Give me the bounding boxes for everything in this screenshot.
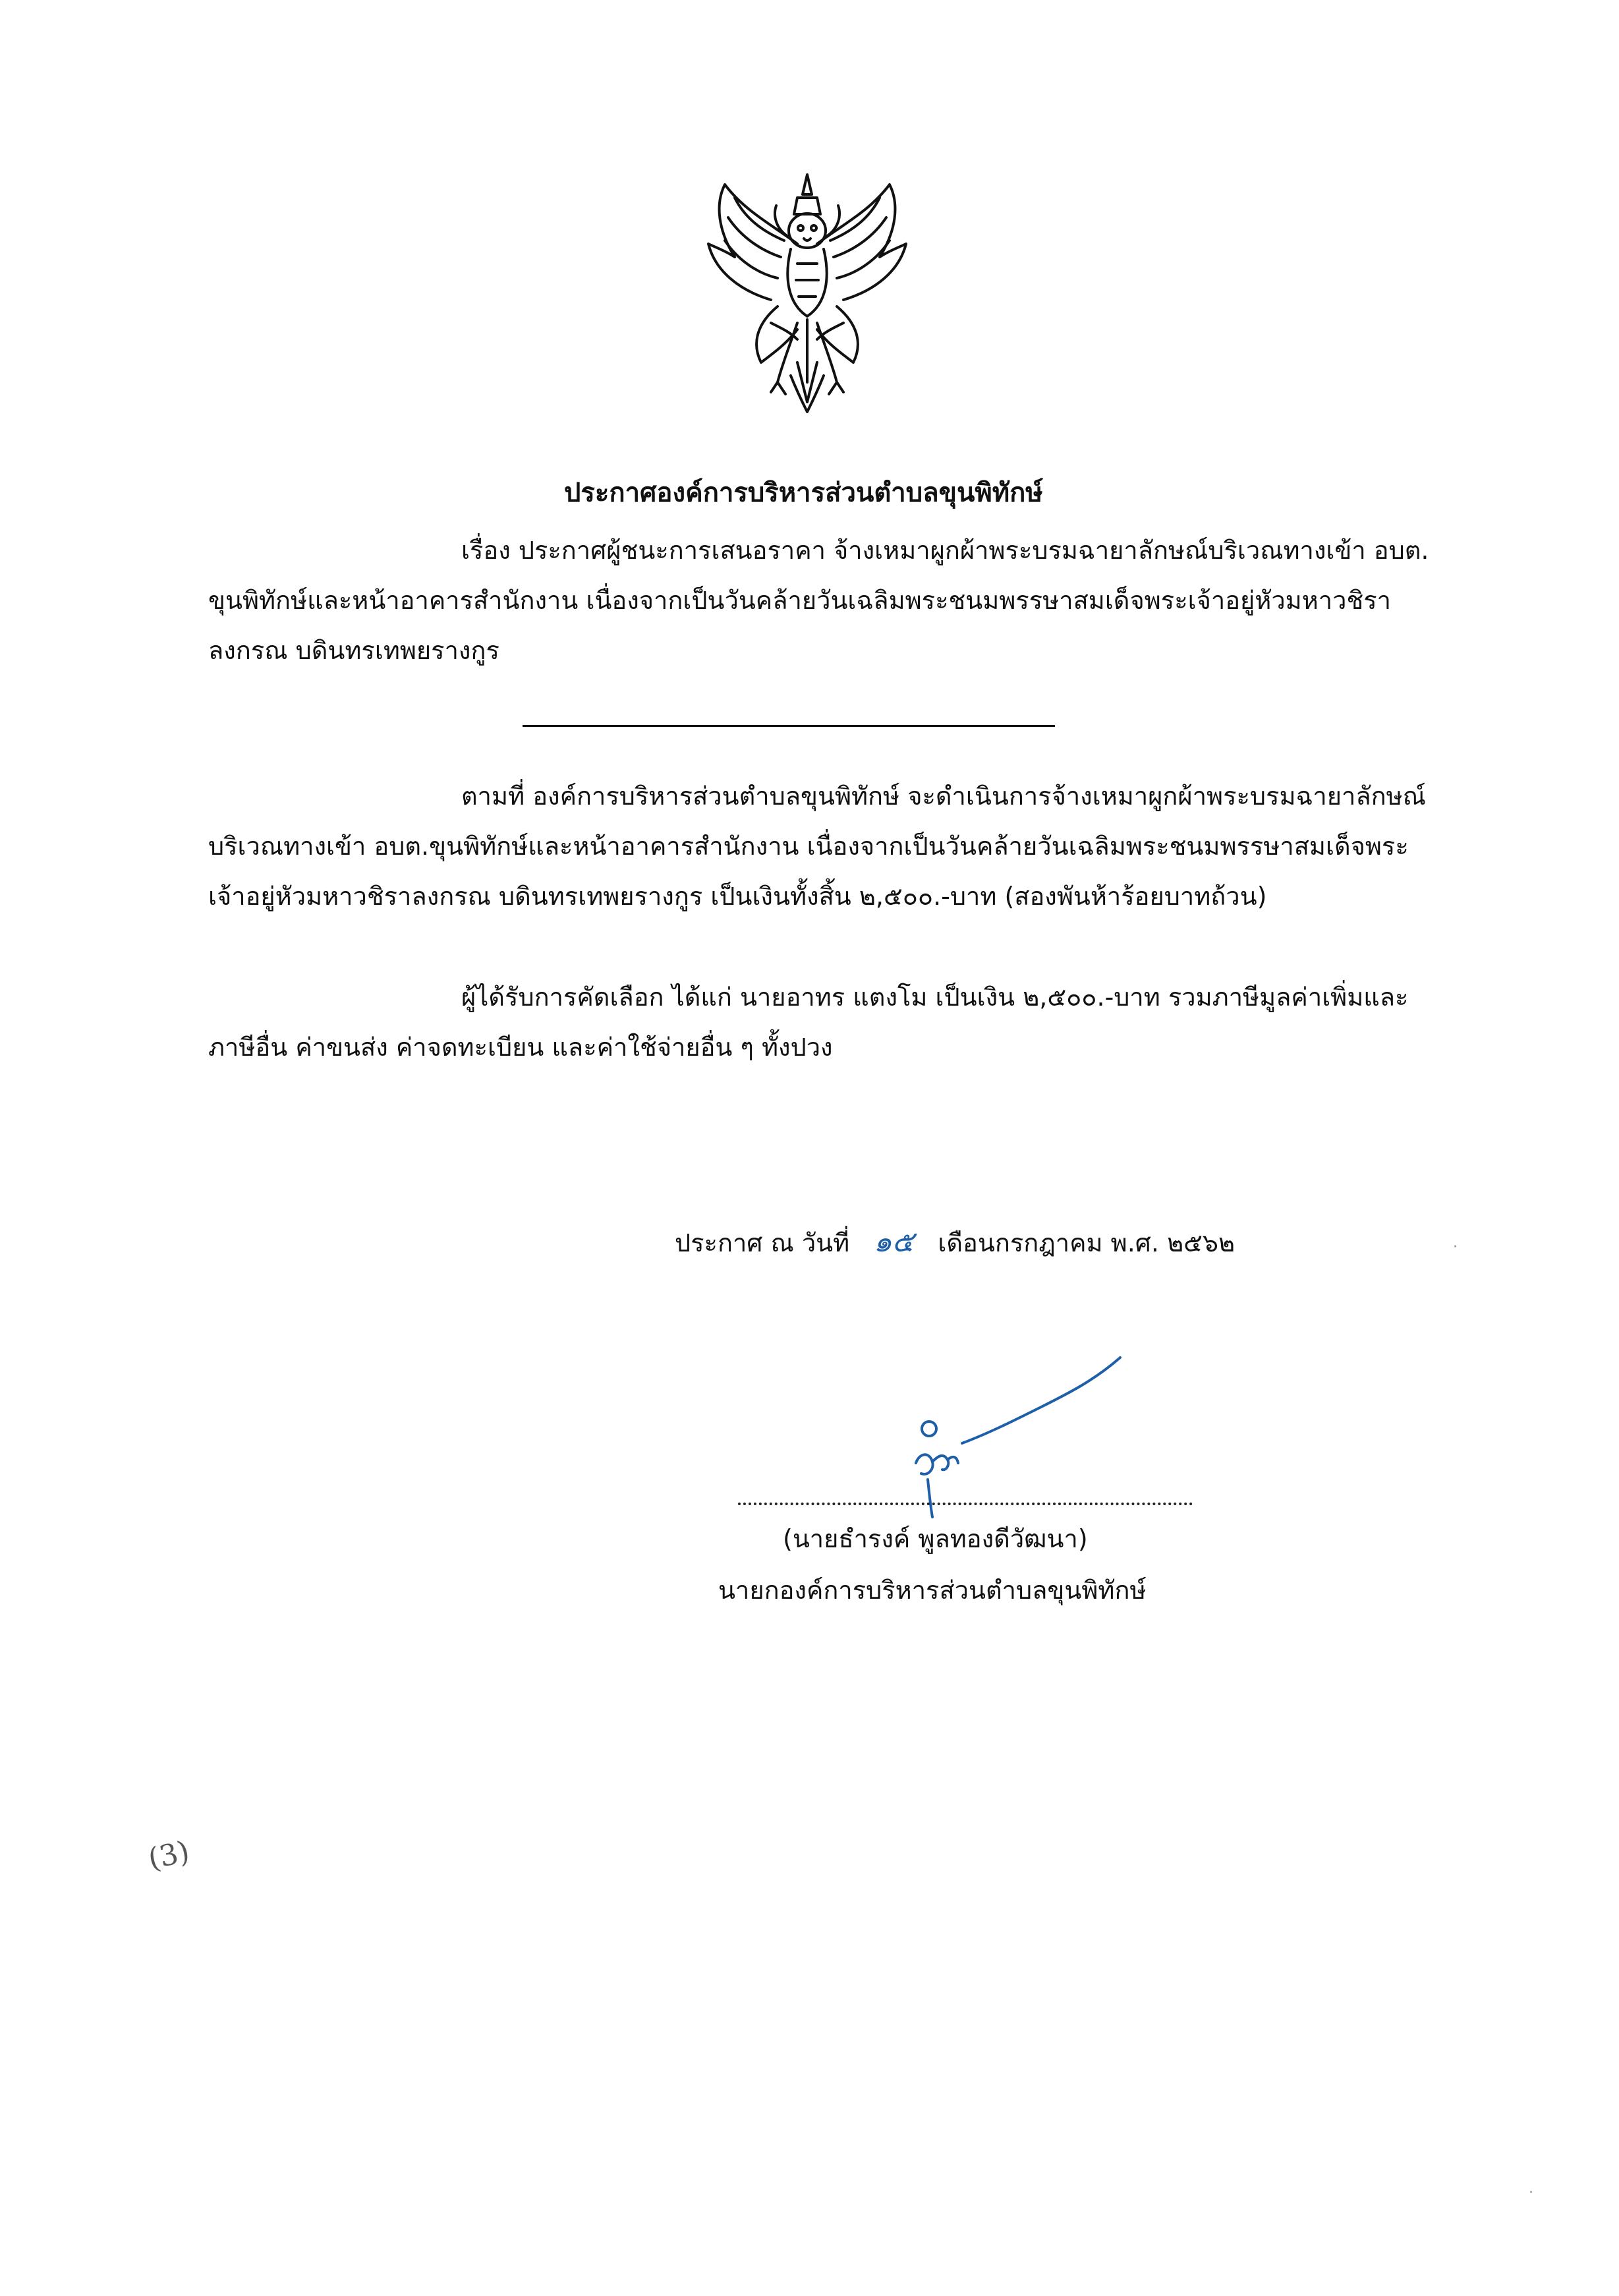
subject-line-2: ขุนพิทักษ์และหน้าอาคารสำนักงาน เนื่องจากเป็นวันคล้ายวันเฉลิมพระชนมพรรษาสมเด็จพระเจ้าอยู่หัวมหาวชิรา <box>208 586 1391 615</box>
paragraph1-line-1: ตามที่ องค์การบริหารส่วนตำบลขุนพิทักษ์ จะดำเนินการจ้างเหมาผูกผ้าพระบรมฉายาลักษณ์ <box>461 782 1426 811</box>
subject-line-1: เรื่อง ประกาศผู้ชนะการเสนอราคา จ้างเหมาผูกผ้าพระบรมฉายาลักษณ์บริเวณทางเข้า อบต. <box>461 536 1429 565</box>
handwritten-signature <box>896 1344 1133 1522</box>
scan-speck: · <box>1453 1239 1458 1255</box>
paragraph2-line-1: ผู้ได้รับการคัดเลือก ได้แก่ นายอาทร แตงโม เป็นเงิน ๒,๕๐๐.-บาท รวมภาษีมูลค่าเพิ่มและ <box>461 983 1409 1012</box>
subject-line-3: ลงกรณ บดินทรเทพยรางกูร <box>208 636 499 665</box>
garuda-emblem <box>698 165 916 415</box>
announcement-suffix: เดือนกรกฎาคม พ.ศ. ๒๕๖๒ <box>938 1228 1236 1257</box>
paragraph1-line-2: บริเวณทางเข้า อบต.ขุนพิทักษ์และหน้าอาคารสำนักงาน เนื่องจากเป็นวันคล้ายวันเฉลิมพระชนมพรรษาสมเด็จพระ <box>208 832 1409 861</box>
paragraph1-line-3: เจ้าอยู่หัวมหาวชิราลงกรณ บดินทรเทพยรางกูร เป็นเงินทั้งสิ้น ๒,๕๐๐.-บาท (สองพันห้าร้อยบาทถ้วน) <box>208 882 1267 911</box>
document-title: ประกาศองค์การบริหารส่วนตำบลขุนพิทักษ์ <box>564 478 1043 508</box>
signer-name: (นายธำรงค์ พูลทองดีวัฒนา) <box>783 1524 1088 1553</box>
paragraph2-line-2: ภาษีอื่น ค่าขนส่ง ค่าจดทะเบียน และค่าใช้จ่ายอื่น ๆ ทั้งปวง <box>208 1033 833 1062</box>
announcement-date <box>675 1226 1235 1259</box>
signature-line <box>738 1503 1193 1505</box>
title-divider <box>523 725 1055 727</box>
signer-position: นายกองค์การบริหารส่วนตำบลขุนพิทักษ์ <box>718 1576 1147 1605</box>
handwritten-day: ๑๕ <box>873 1225 914 1259</box>
announcement-prefix: ประกาศ ณ วันที่ <box>675 1228 850 1257</box>
margin-page-note: (3) <box>145 1835 192 1876</box>
scan-speck: · <box>1529 2185 1533 2201</box>
